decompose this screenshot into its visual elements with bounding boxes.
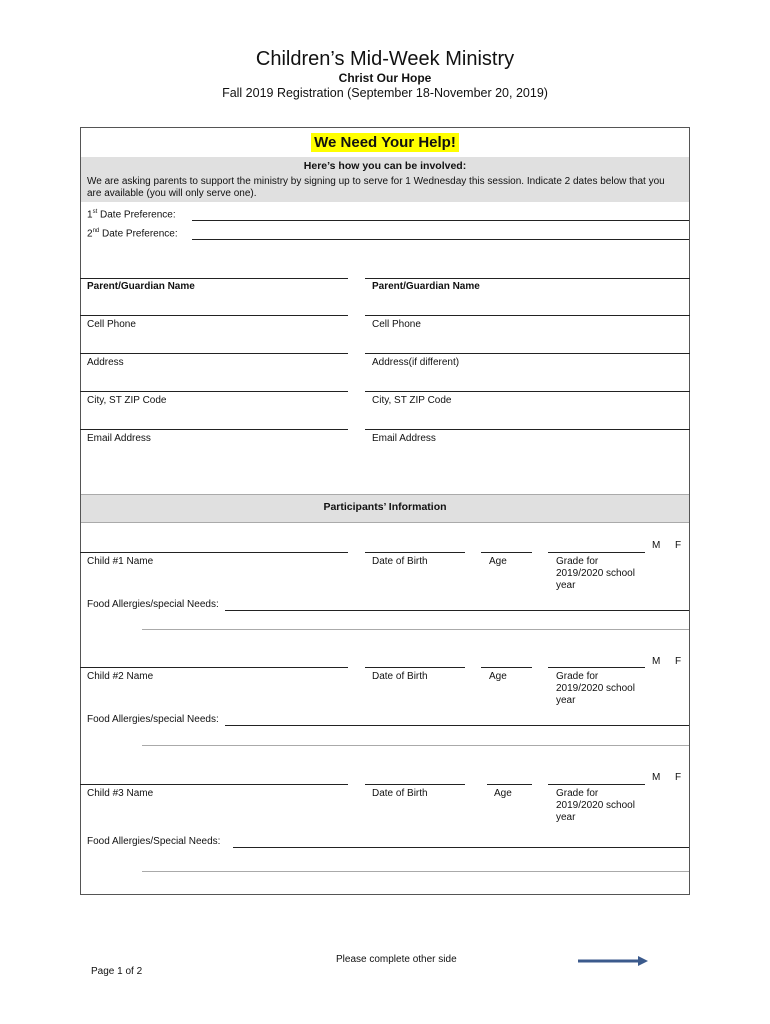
child1-age-field[interactable] [481,552,532,553]
parent1-city-field[interactable] [80,391,348,392]
child2-name-label: Child #2 Name [87,671,154,682]
child3-age-field[interactable] [487,784,532,785]
parent2-email-field[interactable] [365,429,690,430]
church-name: Christ Our Hope [338,71,432,85]
child2-allergy-field[interactable] [225,725,689,726]
help-heading: We Need Your Help! [311,133,459,152]
child2-grade-label-1: Grade for [556,671,599,682]
parent2-city-label: City, ST ZIP Code [372,395,452,406]
participants-band-title: Participants’ Information [323,501,447,513]
parent1-name-label: Parent/Guardian Name [87,281,195,292]
child3-grade-label-2: 2019/2020 school [556,800,635,811]
parent1-address-label: Address [87,357,124,368]
child3-allergy-field[interactable] [233,847,689,848]
child1-allergy-field-2[interactable] [142,629,689,630]
date-preference-1-field[interactable] [192,220,689,221]
date-preference-2-label: 2nd Date Preference: [87,228,178,240]
parent2-phone-label: Cell Phone [372,319,421,330]
help-band-title: Here’s how you can be involved: [303,160,467,172]
child3-dob-field[interactable] [365,784,465,785]
child3-grade-label-3: year [556,812,576,823]
child1-grade-label-3: year [556,580,576,591]
child1-f-option[interactable]: F [675,540,682,551]
child3-allergy-field-2[interactable] [142,871,689,872]
child2-allergy-field-2[interactable] [142,745,689,746]
registration-period: Fall 2019 Registration (September 18-November 20, 2019) [222,86,548,100]
child2-dob-field[interactable] [365,667,465,668]
child3-grade-label-1: Grade for [556,788,599,799]
child3-grade-field[interactable] [548,784,645,785]
parent2-address-field[interactable] [365,353,690,354]
child3-name-label: Child #3 Name [87,788,154,799]
help-intro-line2: are available (you will only serve one). [87,188,257,199]
child2-grade-label-3: year [556,695,576,706]
child1-allergy-field[interactable] [225,610,689,611]
child1-allergy-label: Food Allergies/special Needs: [87,599,219,610]
date-preference-1-label: 1st Date Preference: [87,209,176,221]
child3-m-option[interactable]: M [652,772,661,783]
help-heading-wrap [81,134,689,152]
child3-dob-label: Date of Birth [372,788,428,799]
child1-grade-field[interactable] [548,552,645,553]
child1-dob-field[interactable] [365,552,465,553]
parent2-phone-field[interactable] [365,315,690,316]
parent1-email-field[interactable] [80,429,348,430]
child2-m-option[interactable]: M [652,656,661,667]
child3-age-label: Age [494,788,512,799]
child1-grade-label-1: Grade for [556,556,599,567]
child2-name-field[interactable] [80,667,348,668]
date-preference-2-field[interactable] [192,239,689,240]
child1-grade-label-2: 2019/2020 school [556,568,635,579]
child1-name-label: Child #1 Name [87,556,154,567]
page-number: Page 1 of 2 [91,966,143,977]
child2-dob-label: Date of Birth [372,671,428,682]
complete-other-side-note: Please complete other side [336,954,457,965]
parent2-address-label: Address(if different) [372,357,460,368]
parent1-phone-label: Cell Phone [87,319,136,330]
child2-age-field[interactable] [481,667,532,668]
child2-age-label: Age [489,671,507,682]
child2-f-option[interactable]: F [675,656,682,667]
parent1-name-field[interactable] [80,278,348,279]
parent1-address-field[interactable] [80,353,348,354]
help-intro-line1: We are asking parents to support the ministry by signing up to serve for 1 Wednesday this session. Indicate 2 dates below that you [87,176,665,187]
child3-allergy-label: Food Allergies/Special Needs: [87,836,221,847]
parent1-phone-field[interactable] [80,315,348,316]
parent2-name-label: Parent/Guardian Name [372,281,480,292]
child2-allergy-label: Food Allergies/special Needs: [87,714,219,725]
parent2-name-field[interactable] [365,278,690,279]
child1-dob-label: Date of Birth [372,556,428,567]
parent2-city-field[interactable] [365,391,690,392]
arrow-right-icon [578,955,648,967]
child1-age-label: Age [489,556,507,567]
child1-name-field[interactable] [80,552,348,553]
child2-grade-label-2: 2019/2020 school [556,683,635,694]
child3-name-field[interactable] [80,784,348,785]
parent1-city-label: City, ST ZIP Code [87,395,167,406]
child1-m-option[interactable]: M [652,540,661,551]
parent1-email-label: Email Address [87,433,151,444]
parent2-email-label: Email Address [372,433,436,444]
form-title: Children’s Mid-Week Ministry [255,48,515,70]
child2-grade-field[interactable] [548,667,645,668]
child3-f-option[interactable]: F [675,772,682,783]
